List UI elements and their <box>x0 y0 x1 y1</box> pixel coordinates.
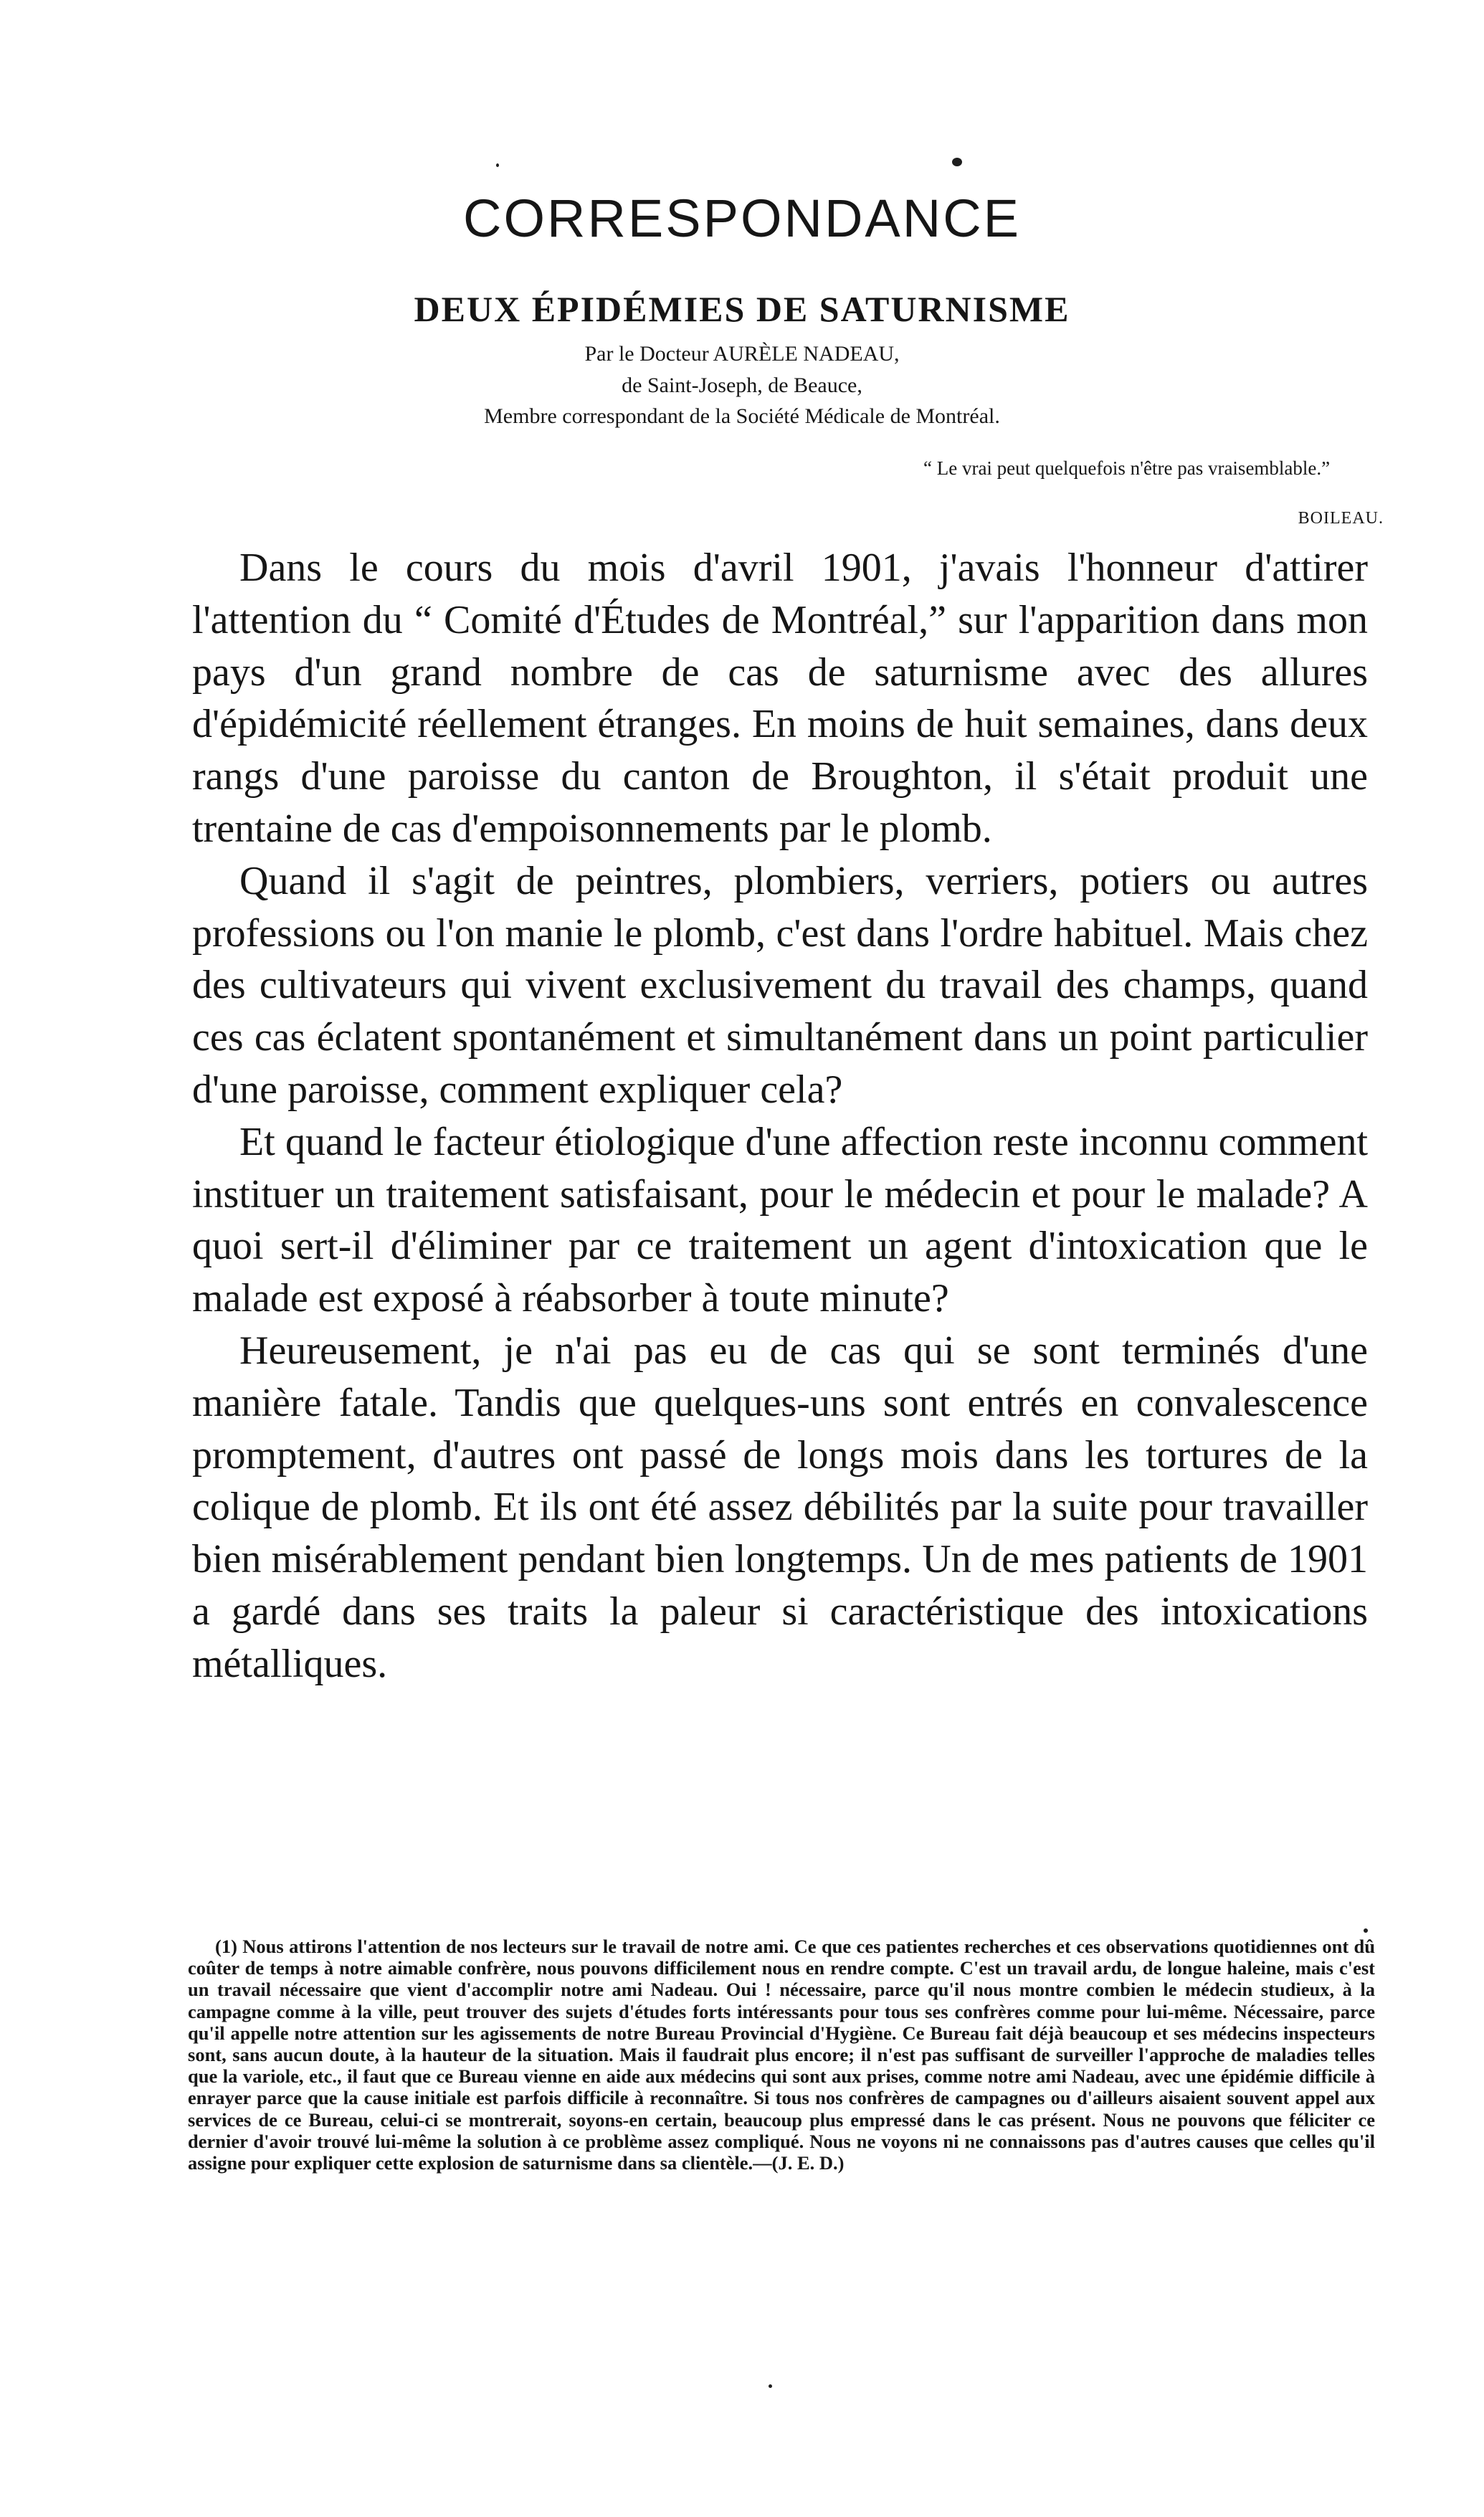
epigraph-quote: “ Le vrai peut quelquefois n'être pas vraisemblable.” <box>923 457 1331 479</box>
footnote-text: (1) Nous attirons l'attention de nos lecteurs sur le travail de notre ami. Ce que ces patientes recherches et ces observations quotidiennes ont dû coûter de temps à notre aimable confrère, nous pouvons difficilement nous en rendre compte. C'est un travail ardu, de longue haleine, mais c'est un travail nécessaire que vient d'accomplir notre ami Nadeau. Oui ! nécessaire, parce qu'il nous montre combien le médecin studieux, à la campagne comme à la ville, peut trouver des sujets d'études forts intéressants pour tous ses confrères comme pour lui-même. Nécessaire, parce qu'il appelle notre attention sur les agissements de notre Bureau Provincial d'Hygiène. Ce Bureau fait déjà beaucoup et ses médecins inspecteurs sont, sans aucun doute, à la hauteur de la situation. Mais il faudrait plus encore; il n'est pas suffisant de surveiller l'approche de maladies telles que la variole, etc., il faut que ce Bureau vienne en aide aux médecins qui sont aux prises, comme notre ami Nadeau, avec une épidémie difficile à enrayer parce que la cause initiale est parfois difficile à reconnaître. Si tous nos confrères de campagnes ou d'ailleurs aisaient souvent appel aux services de ce Bureau, celui-ci se montrerait, soyons-en certain, beaucoup plus empressé dans le cas présent. Nous ne pouvons que féliciter ce dernier d'avoir trouvé lui-même la solution à ce problème assez compliqué. Nous ne voyons ni ne connaissons pas d'autres causes que celles qu'il assigne pour expliquer cette explosion de saturnisme dans sa clientèle.—(J. E. D.) <box>188 1936 1375 2174</box>
page-title: CORRESPONDANCE <box>463 189 1021 248</box>
byline-author: Par le Docteur AURÈLE NADEAU, <box>584 342 900 366</box>
ink-speck <box>769 2384 772 2388</box>
body-paragraph: Et quand le facteur étiologique d'une affection reste inconnu comment instituer un traitement satisfaisant, pour le médecin et pour le malade? A quoi sert-il d'éliminer par ce traitement un agent d'intoxication que le malade est exposé à réabsorber à toute minute? <box>192 1119 1368 1321</box>
article-body <box>192 542 1368 1690</box>
epigraph-source: BOILEAU. <box>1298 509 1384 528</box>
byline-location: de Saint-Joseph, de Beauce, <box>622 373 862 397</box>
article-subtitle: DEUX ÉPIDÉMIES DE SATURNISME <box>414 289 1070 329</box>
byline-affiliation: Membre correspondant de la Société Médicale de Montréal. <box>484 404 1000 428</box>
body-paragraph: Dans le cours du mois d'avril 1901, j'avais l'honneur d'attirer l'attention du “ Comité d'Études de Montréal,” sur l'apparition dans mon pays d'un grand nombre de cas de saturnisme avec des allures d'épidémicité réellement étranges. En moins de huit semaines, dans deux rangs d'une paroisse du canton de Broughton, il s'était produit une trentaine de cas d'empoisonnements par le plomb. <box>192 546 1368 851</box>
ink-speck <box>952 158 962 166</box>
ink-speck <box>1364 1928 1368 1933</box>
body-paragraph: Quand il s'agit de peintres, plombiers, verriers, potiers ou autres professions ou l'on manie le plomb, c'est dans l'ordre habituel. Mais chez des cultivateurs qui vivent exclusivement du travail des champs, quand ces cas éclatent spontanément et simultanément dans un point particulier d'une paroisse, comment expliquer cela? <box>192 858 1368 1112</box>
ink-speck <box>496 163 499 167</box>
footnote <box>188 1936 1375 2174</box>
body-paragraph: Heureusement, je n'ai pas eu de cas qui se sont terminés d'une manière fatale. Tandis que quelques-uns sont entrés en convalescence promptement, d'autres ont passé de longs mois dans les tortures de la colique de plomb. Et ils ont été assez débilités par la suite pour travailler bien misérablement pendant bien longtemps. Un de mes patients de 1901 a gardé dans ses traits la paleur si caractéristique des intoxications métalliques. <box>192 1328 1368 1686</box>
